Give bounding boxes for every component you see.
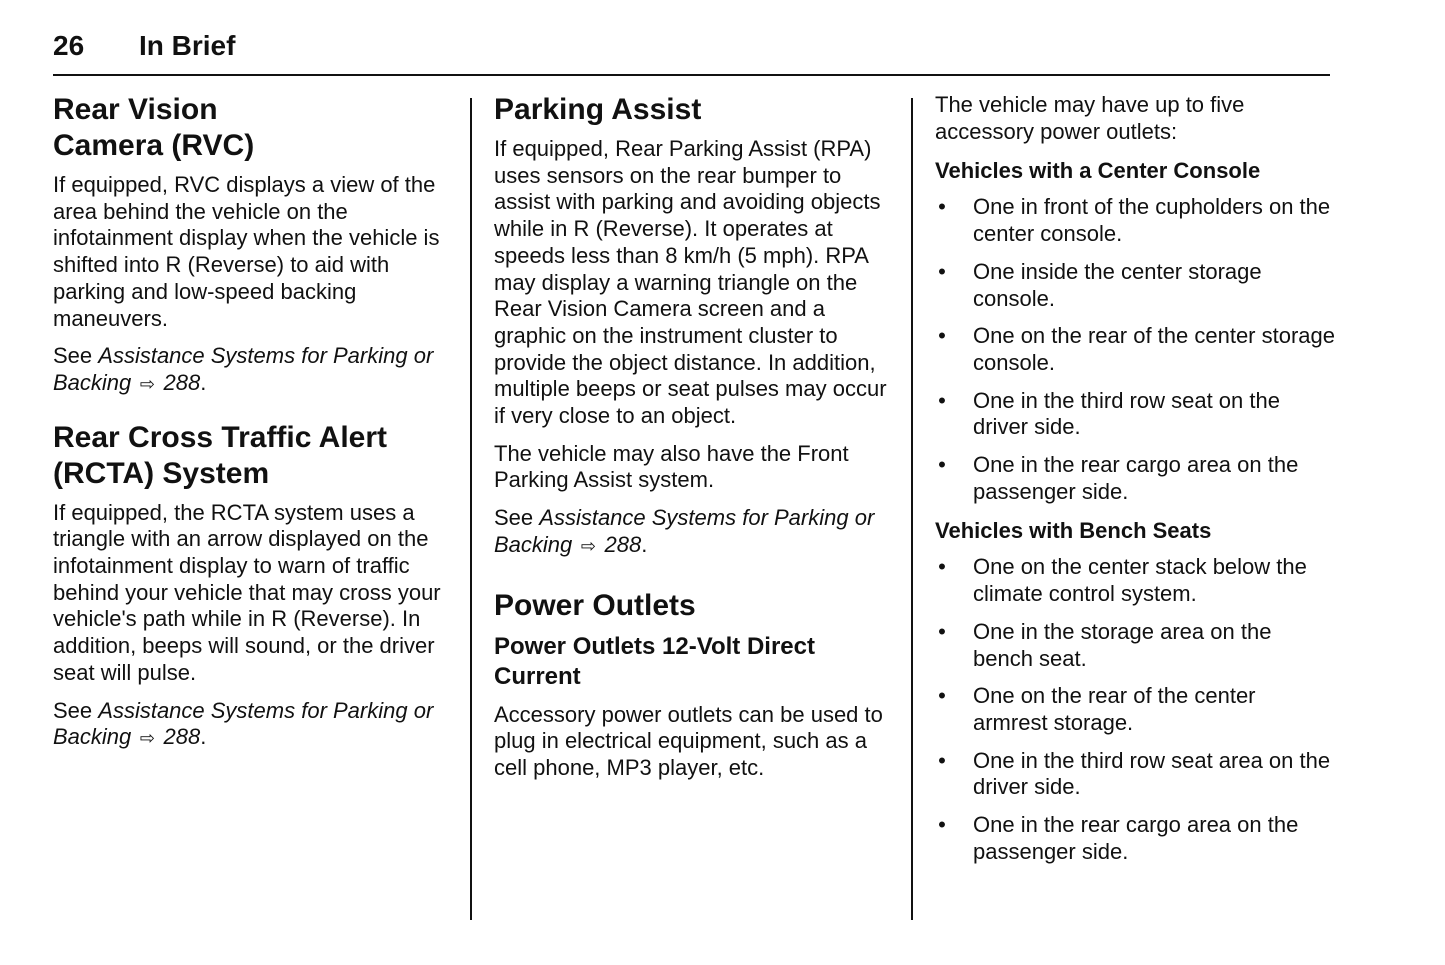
power-outlets-heading: Power Outlets	[494, 588, 696, 622]
bullet-icon: •	[938, 194, 946, 220]
page-link-arrow-icon: ⇨	[139, 373, 155, 394]
bullet-icon: •	[938, 452, 946, 478]
list-item: • One inside the center storage console.	[935, 259, 1335, 312]
rcta-body: If equipped, the RCTA system uses a triangle with an arrow displayed on the infotainment display to warn of traffic behind your vehicle that may cross your vehicle's path while in R (Reverse). In addition, beeps will sound, or the driver seat will pulse.	[53, 499, 441, 685]
rvc-see-reference[interactable]: See Assistance Systems for Parking or Backing ⇨ 288.	[53, 343, 453, 397]
power-outlets-subheading: Power Outlets 12-Volt Direct Current	[494, 632, 815, 690]
bullet-icon: •	[938, 554, 946, 580]
page-number: 26	[53, 30, 85, 61]
front-parking-assist-note: The vehicle may also have the Front Parking Assist system.	[494, 440, 849, 493]
bullet-icon: •	[938, 618, 946, 644]
list-item: • One on the center stack below the climate control system.	[935, 554, 1335, 607]
column-middle	[494, 92, 894, 793]
column-divider	[911, 98, 913, 920]
page-header	[53, 28, 1330, 76]
bullet-icon: •	[938, 747, 946, 773]
parking-assist-body: If equipped, Rear Parking Assist (RPA) uses sensors on the rear bumper to assist with parking and avoiding objects while in R (Reverse). It operates at speeds less than 8 km/h (5 mph). RPA may display a warning triangle on the Rear Vision Camera screen and a graphic on the instrument cluster to provide the object distance. In addition, multiple beeps or seat pulses may occur if very close to an object.	[494, 136, 887, 429]
parking-assist-heading: Parking Assist	[494, 93, 702, 126]
list-item: • One in the third row seat area on the driver side.	[935, 748, 1335, 801]
list-item: • One in the rear cargo area on the passenger side.	[935, 812, 1335, 865]
list-item: • One on the rear of the center storage console.	[935, 323, 1335, 376]
outlets-intro: The vehicle may have up to five accessory power outlets:	[935, 92, 1245, 144]
bench-seats-list	[935, 554, 1335, 865]
page-link-arrow-icon: ⇨	[139, 728, 155, 749]
list-item: • One in the rear cargo area on the passenger side.	[935, 452, 1335, 505]
page-link-arrow-icon: ⇨	[580, 535, 596, 556]
center-console-heading: Vehicles with a Center Console	[935, 158, 1261, 184]
section-title: In Brief	[139, 30, 236, 61]
bullet-icon: •	[938, 258, 946, 284]
column-right	[935, 92, 1335, 876]
list-item: • One in the storage area on the bench seat.	[935, 619, 1335, 672]
page-ref-number: 288	[163, 369, 201, 395]
rvc-heading: Rear Vision Camera (RVC)	[53, 93, 255, 162]
column-left	[53, 92, 453, 763]
power-outlets-body: Accessory power outlets can be used to plug in electrical equipment, such as a cell phone, MP3 player, etc.	[494, 701, 883, 780]
page-ref-number: 288	[604, 531, 642, 557]
bullet-icon: •	[938, 323, 946, 349]
bullet-icon: •	[938, 387, 946, 413]
bullet-icon: •	[938, 683, 946, 709]
bench-seats-heading: Vehicles with Bench Seats	[935, 518, 1212, 544]
list-item: • One on the rear of the center armrest storage.	[935, 683, 1335, 736]
rvc-body: If equipped, RVC displays a view of the area behind the vehicle on the infotainment display when the vehicle is shifted into R (Reverse) to aid with parking and low-speed backing maneuvers.	[53, 172, 440, 331]
list-item: • One in the third row seat on the driver side.	[935, 388, 1335, 441]
column-divider	[470, 98, 472, 920]
page-ref-number: 288	[163, 724, 201, 750]
bullet-icon: •	[938, 812, 946, 838]
center-console-list	[935, 194, 1335, 505]
rcta-see-reference[interactable]: See Assistance Systems for Parking or Backing ⇨ 288.	[53, 698, 453, 752]
parking-see-reference[interactable]: See Assistance Systems for Parking or Backing ⇨ 288.	[494, 505, 894, 559]
rcta-heading: Rear Cross Traffic Alert (RCTA) System	[53, 420, 388, 490]
list-item: • One in front of the cupholders on the center console.	[935, 194, 1335, 247]
